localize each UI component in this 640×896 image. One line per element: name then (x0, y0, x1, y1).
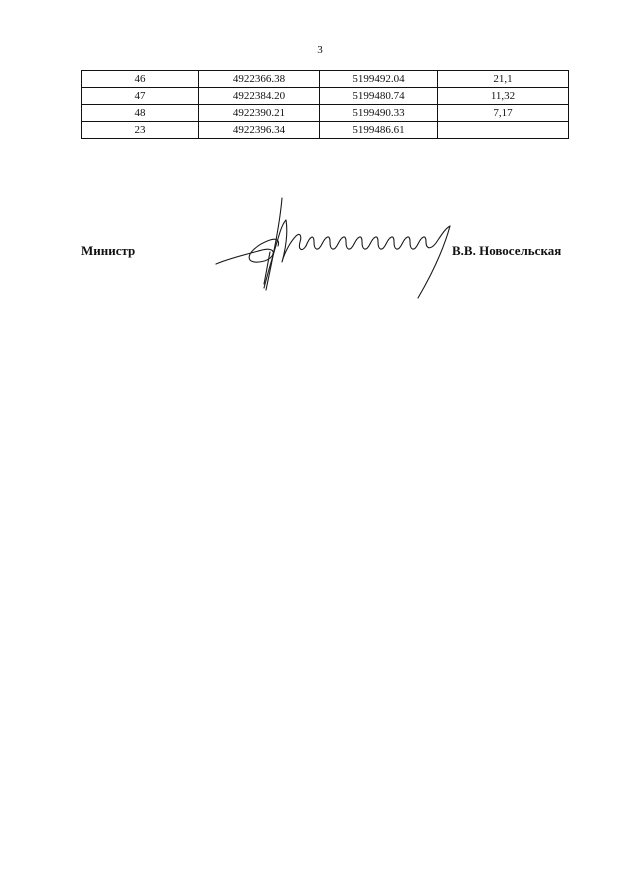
handwritten-signature (210, 192, 460, 304)
point-number-cell: 23 (82, 122, 199, 139)
x-coordinate-cell: 4922396.34 (199, 122, 320, 139)
point-number-cell: 47 (82, 88, 199, 105)
y-coordinate-cell: 5199492.04 (320, 71, 438, 88)
y-coordinate-cell: 5199486.61 (320, 122, 438, 139)
table-row (82, 71, 569, 88)
signatory-title: Министр (81, 243, 136, 258)
table-row (82, 88, 569, 105)
y-coordinate-cell: 5199490.33 (320, 105, 438, 122)
table-row (82, 105, 569, 122)
distance-cell (438, 122, 569, 139)
table-row (82, 122, 569, 139)
point-number-cell: 48 (82, 105, 199, 122)
x-coordinate-cell: 4922366.38 (199, 71, 320, 88)
point-number-cell: 46 (82, 71, 199, 88)
y-coordinate-cell: 5199480.74 (320, 88, 438, 105)
x-coordinate-cell: 4922390.21 (199, 105, 320, 122)
distance-cell: 21,1 (438, 71, 569, 88)
distance-cell: 7,17 (438, 105, 569, 122)
signatory-name: В.В. Новосельская (452, 243, 562, 258)
x-coordinate-cell: 4922384.20 (199, 88, 320, 105)
page-number: 3 (317, 44, 323, 56)
coordinates-table (81, 70, 569, 139)
distance-cell: 11,32 (438, 88, 569, 105)
